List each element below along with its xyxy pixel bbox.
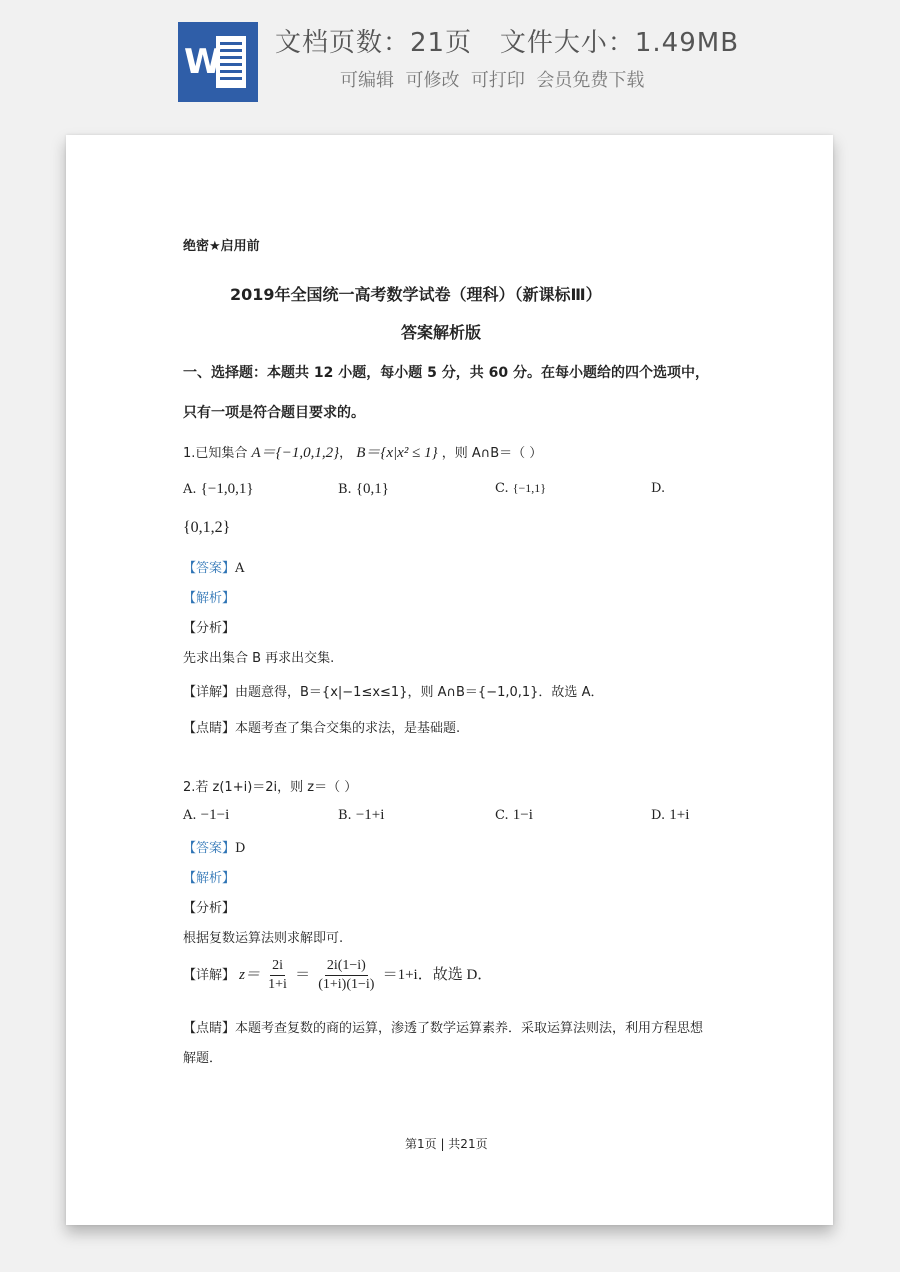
confidential-mark: 绝密★启用前 (183, 239, 260, 254)
page-footer: 第1页 | 共21页 (405, 1137, 488, 1151)
q2-analysis-label: 【解析】 (183, 871, 236, 886)
set-b-expression: B＝{x|x² ≤ 1} (356, 445, 438, 461)
q1-option-b: B. {0,1} (338, 481, 389, 497)
q1-answer: 【答案】A (183, 561, 245, 576)
document-page (66, 135, 833, 1225)
q1-fenxi-text: 先求出集合 B 再求出交集. (183, 651, 335, 666)
word-document-icon (178, 22, 258, 102)
exam-subtitle: 答案解析版 (401, 323, 482, 342)
q2-detail: 【详解】 z＝ $\frac{2i}{1+i}$ ＝ $\frac{2i(1-i)}{(1+i)(1-i)}$ ＝1+i．故选 D． (183, 958, 493, 992)
question-1-stem: 1.已知集合 A＝{−1,0,1,2}， B＝{x|x² ≤ 1} ，则 A∩B＝（ ） (183, 445, 543, 461)
fraction-1: $\frac{2i}{1+i}$ (268, 958, 287, 992)
word-icon-letter: W (184, 42, 222, 82)
q2-option-a: A. −1−i (183, 807, 230, 823)
banner-title: 文档页数：21页 文件大小：1.49MB (275, 28, 740, 58)
q2-option-d: D. 1+i (651, 807, 690, 823)
banner-subtitle: 可编辑 可修改 可打印 会员免费下载 (340, 70, 645, 91)
q1-fenxi-label: 【分析】 (183, 621, 236, 636)
q1-option-d-letter: D. (651, 481, 666, 496)
q1-analysis-label: 【解析】 (183, 591, 236, 606)
section-heading-line1: 一、选择题：本题共 12 小题，每小题 5 分，共 60 分。在每小题给的四个选项中， (183, 365, 709, 381)
exam-title: 2019年全国统一高考数学试卷（理科）（新课标Ⅲ） (230, 285, 602, 304)
q1-detail: 【详解】由题意得，B＝{x|−1≤x≤1}，则 A∩B＝{−1,0,1}．故选 A． (183, 685, 604, 700)
q1-option-a: A. {−1,0,1} (183, 481, 254, 497)
q2-comment-line2: 解题． (183, 1051, 223, 1066)
question-2-stem: 2.若 z(1+i)＝2i，则 z＝（ ） (183, 780, 358, 795)
q2-option-b: B. −1+i (338, 807, 385, 823)
q2-comment-line1: 【点睛】本题考查复数的商的运算，渗透了数学运算素养．采取运算法则法，利用方程思想 (183, 1021, 704, 1036)
q2-fenxi-label: 【分析】 (183, 901, 236, 916)
q1-option-d-value: {0,1,2} (183, 519, 231, 536)
set-a-expression: A＝{−1,0,1,2} (251, 445, 340, 461)
section-heading-line2: 只有一项是符合题目要求的。 (183, 405, 365, 421)
q2-fenxi-text: 根据复数运算法则求解即可. (183, 931, 344, 946)
q1-option-c: C. {−1,1} (495, 481, 547, 496)
download-banner (0, 0, 900, 120)
fraction-2: $\frac{2i(1-i)}{(1+i)(1-i)}$ (318, 958, 375, 992)
q1-comment: 【点睛】本题考查了集合交集的求法，是基础题. (183, 721, 461, 736)
q2-answer: 【答案】D (183, 841, 246, 856)
q2-option-c: C. 1−i (495, 807, 533, 823)
